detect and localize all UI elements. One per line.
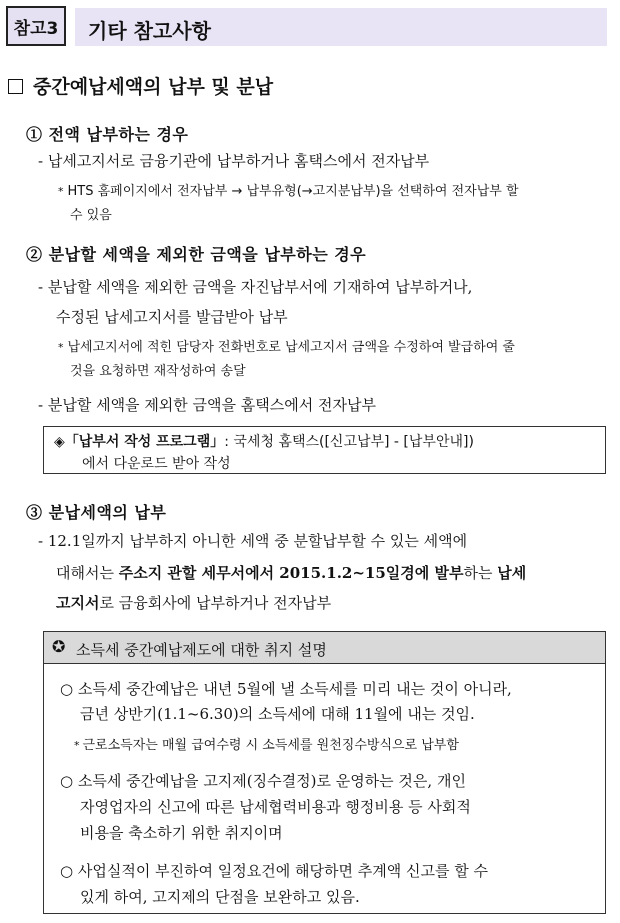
appendix-tag-label: 참고3 [13, 18, 59, 39]
item3-line3: 고지서로 금융회사에 납부하거나 전자납부 [56, 594, 332, 612]
item2-note: * 납세고지서에 적힌 담당자 전화번호로 납세고지서 금액을 수정하여 발급하여 줄 [58, 340, 515, 355]
item1-note: * HTS 홈페이지에서 전자납부 → 납부유형(→고지분납부)을 선택하여 전자납부 할 [58, 184, 519, 199]
item2-line2: 수정된 납세고지서를 발급받아 납부 [56, 308, 288, 326]
item1-line: - 납세고지서로 금융기관에 납부하거나 홈택스에서 전자납부 [38, 152, 430, 170]
item1-note-cont: 수 있음 [70, 208, 112, 223]
item3-line2: 대해서는 주소지 관할 세무서에서 2015.1.2~15일경에 발부하는 납세 [56, 564, 527, 582]
explanation-p1-line2: 금년 상반기(1.1~6.30)의 소득세에 대해 11월에 내는 것임. [80, 705, 475, 723]
asterisk-icon: * [74, 739, 80, 752]
section-title [8, 72, 273, 99]
gear-bullet-icon: ✪ [52, 637, 66, 656]
program-info-box [43, 426, 606, 474]
explanation-p2-line1: ○ 소득세 중간예납을 고지제(징수결정)로 운영하는 것은, 개인 [60, 772, 466, 790]
explanation-p3-line2: 있게 하여, 고지제의 단점을 보완하고 있음. [80, 888, 360, 906]
explanation-p2-line2: 자영업자의 신고에 따른 납세협력비용과 행정비용 등 사회적 [80, 798, 471, 816]
item1-heading: ① 전액 납부하는 경우 [26, 125, 189, 144]
explanation-p1-line1: ○ 소득세 중간예납은 내년 5월에 낼 소득세를 미리 내는 것이 아니라, [60, 680, 512, 698]
checkbox-square-icon [8, 79, 23, 94]
explanation-p3-line1: ○ 사업실적이 부진하여 일정요건에 해당하면 추계액 신고를 할 수 [60, 862, 488, 880]
asterisk-icon: * [58, 185, 64, 198]
item3-line1: - 12.1일까지 납부하지 아니한 세액 중 분할납부할 수 있는 세액에 [38, 532, 468, 550]
item2-heading: ② 분납할 세액을 제외한 금액을 납부하는 경우 [26, 245, 367, 264]
section-title-text: 중간예납세액의 납부 및 분납 [33, 76, 274, 98]
program-info-line2: 에서 다운로드 받아 작성 [82, 456, 231, 472]
item2-line3: - 분납할 세액을 제외한 금액을 홈택스에서 전자납부 [38, 396, 376, 414]
page-title: 기타 참고사항 [88, 19, 211, 43]
asterisk-icon: * [58, 341, 64, 354]
explanation-box-title: 소득세 중간예납제도에 대한 취지 설명 [76, 641, 327, 659]
item2-note-cont: 것을 요청하면 재작성하여 송달 [70, 364, 246, 379]
explanation-box-header [44, 632, 605, 664]
appendix-tag [6, 6, 66, 46]
program-info-line1: ◈「납부서 작성 프로그램」: 국세청 홈택스([신고납부] - [납부안내]) [54, 434, 474, 450]
explanation-p2-line3: 비용을 축소하기 위한 취지이며 [80, 824, 283, 842]
explanation-p1-note: * 근로소득자는 매월 급여수령 시 소득세를 원천징수방식으로 납부함 [74, 738, 459, 753]
item3-heading: ③ 분납세액의 납부 [26, 503, 167, 522]
item2-line1: - 분납할 세액을 제외한 금액을 자진납부서에 기재하여 납부하거나, [38, 278, 473, 296]
